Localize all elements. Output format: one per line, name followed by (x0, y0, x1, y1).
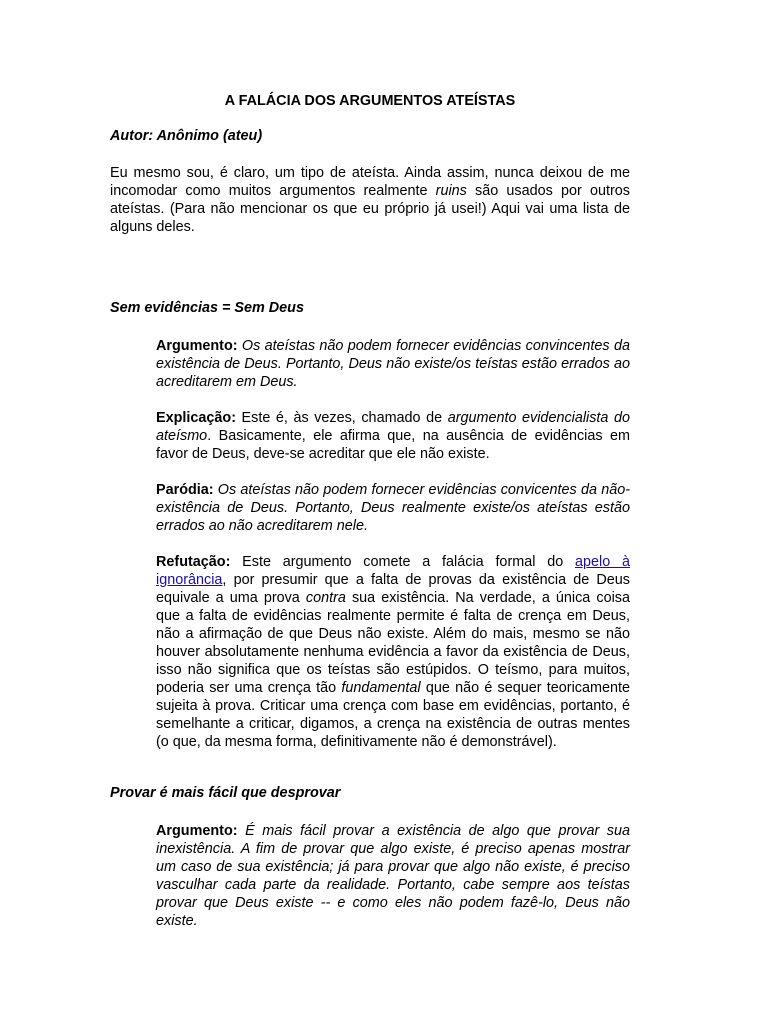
parodia-text: Os ateístas não podem fornecer evidências convicentes da não-existência de Deus. Portanto, Deus realmente existe/os ateístas estão errados ao não acreditarem nele. (156, 482, 630, 534)
section-2-argumento (156, 822, 630, 930)
intro-paragraph (110, 164, 630, 236)
refutacao-label: Refutação: (156, 554, 231, 570)
argumento-2-label: Argumento: (156, 823, 238, 839)
argumento-text: Os ateístas não podem fornecer evidências convincentes da existência de Deus. Portanto, Deus não existe/os teístas estão errados ao acreditarem em Deus. (156, 338, 630, 390)
refutacao-text-1: Este argumento comete a falácia formal do (230, 554, 575, 570)
document-page (110, 88, 630, 930)
explicacao-text-1: Este é, às vezes, chamado de (236, 410, 448, 426)
explicacao-text-2: . Basicamente, ele afirma que, na ausência de evidências em favor de Deus, deve-se acreditar que ele não existe. (156, 428, 630, 462)
section-1-refutacao (156, 553, 630, 751)
document-author: Autor: Anônimo (ateu) (110, 128, 263, 144)
section-1-block (156, 337, 630, 751)
section-1-explicacao (156, 409, 630, 463)
explicacao-emphasis: argumento evidencialista do ateísmo (156, 410, 630, 444)
argumento-2-text: É mais fácil provar a existência de algo que provar sua inexistência. A fim de provar que algo existe, é preciso apenas mostrar um caso de sua existência; já para provar que algo não existe, é preciso vasculhar cada parte da realidade. Portanto, cabe sempre aos teístas provar que Deus existe -- e como eles não podem fazê-lo, Deus não existe. (156, 823, 630, 929)
section-1-title: Sem evidências = Sem Deus (110, 300, 304, 316)
refutacao-text-4: que não é sequer teoricamente sujeita à prova. Criticar uma crença com base em evidências, portanto, é semelhante a criticar, digamos, a crença na existência de outras mentes (o que, da mesma forma, definitivamente não é demonstrável). (156, 680, 630, 750)
section-2-title: Provar é mais fácil que desprovar (110, 785, 341, 801)
refutacao-emphasis-2: fundamental (341, 680, 421, 696)
intro-text-1: Eu mesmo sou, é claro, um tipo de ateísta. Ainda assim, nunca deixou de me incomodar como muitos argumentos realmente (110, 165, 630, 199)
intro-emphasis: ruins (435, 183, 467, 199)
refutacao-text-3: sua existência. Na verdade, a única coisa que a falta de evidências realmente permite é falta de crença em Deus, não a afirmação de que Deus não existe. Além do mais, mesmo se não houver absolutamente nenhuma evidência a favor da existência de Deus, isso não significa que os teístas são estúpidos. O teísmo, para muitos, poderia ser uma crença tão (156, 590, 630, 696)
intro-text-2: são usados por outros ateístas. (Para não mencionar os que eu próprio já usei!) Aqui vai uma lista de alguns deles. (110, 183, 630, 235)
document-title: A FALÁCIA DOS ARGUMENTOS ATEÍSTAS (224, 93, 516, 109)
section-2-block (156, 822, 630, 930)
section-1-parodia (156, 481, 630, 535)
parodia-label: Paródia: (156, 482, 214, 498)
apelo-ignorancia-link[interactable]: apelo à ignorância (156, 554, 630, 588)
refutacao-emphasis-1: contra (305, 590, 346, 606)
refutacao-text-2: , por presumir que a falta de provas da existência de Deus equivale a uma prova (156, 572, 630, 606)
section-1-argumento (156, 337, 630, 391)
argumento-label: Argumento: (156, 338, 238, 354)
explicacao-label: Explicação: (156, 410, 236, 426)
